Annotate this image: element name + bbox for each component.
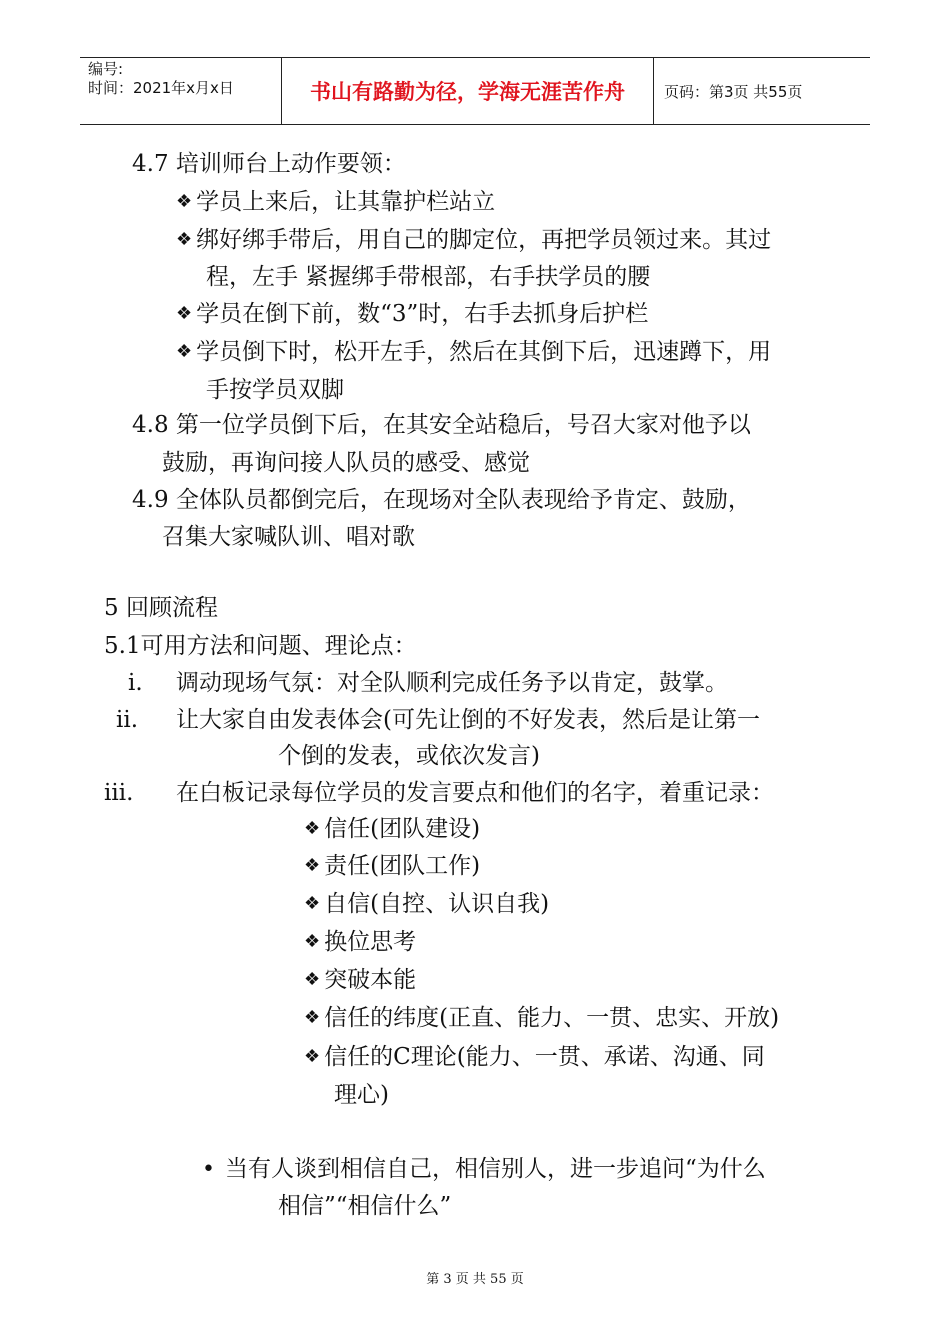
list-item: ❖ 信任(团队建设) [304,816,481,842]
header-motto: 书山有路勤为径，学海无涯苦作舟 [282,58,654,124]
section-4-9-line: 4.9 全体队员都倒完后，在现场对全队表现给予肯定、鼓励， [132,487,751,513]
diamond-bullet-icon: ❖ [304,931,321,952]
diamond-bullet-icon: ❖ [176,191,193,212]
roman-item-num: ii. [116,707,139,733]
diamond-bullet-icon: ❖ [304,818,321,839]
section-4-9-line: 召集大家喊队训、唱对歌 [162,524,415,550]
page-footer: 第 3 页 共 55 页 [426,1272,524,1287]
list-item: ❖ 换位思考 [304,929,417,955]
roman-item-continuation: 个倒的发表，或依次发言) [278,743,540,769]
list-item-continuation: 手按学员双脚 [206,377,344,403]
list-item: ❖ 绑好绑手带后，用自己的脚定位，再把学员领过来。其过 [176,227,772,253]
list-item-continuation: 程，左手 紧握绑手带根部，右手扶学员的腰 [206,264,651,290]
list-item: ❖ 突破本能 [304,967,417,993]
list-item: ❖ 信任的C理论(能力、一贯、承诺、沟通、同 [304,1044,765,1070]
diamond-bullet-icon: ❖ [176,229,193,250]
header-meta-cell [80,58,282,124]
list-item-continuation: 理心) [334,1082,389,1108]
section-4-8-line: 4.8 第一位学员倒下后，在其安全站稳后，号召大家对他予以 [132,412,751,438]
list-item-continuation: 相信”“相信什么” [278,1193,452,1219]
list-item: ❖ 责任(团队工作) [304,853,481,879]
list-item: • 当有人谈到相信自己，相信别人，进一步追问“为什么 [202,1156,766,1182]
diamond-bullet-icon: ❖ [304,969,321,990]
diamond-bullet-icon: ❖ [304,1046,321,1067]
doc-time-label: 时间：2021年x月x日 [88,79,234,97]
list-item: ❖ 学员倒下时，松开左手，然后在其倒下后，迅速蹲下，用 [176,339,772,365]
header-page-info: 页码：第3页 共55页 [664,82,803,101]
roman-item-text: 让大家自由发表体会(可先让倒的不好发表，然后是让第一 [176,707,760,733]
section-5-1-title: 5.1可用方法和问题、理论点： [104,633,417,659]
header-table [80,57,870,125]
roman-item-num: i. [128,670,143,696]
diamond-bullet-icon: ❖ [304,893,321,914]
roman-item-text: 调动现场气氛：对全队顺利完成任务予以肯定，鼓掌。 [176,670,728,696]
diamond-bullet-icon: ❖ [304,855,321,876]
section-4-7-title: 4.7 培训师台上动作要领： [132,151,406,177]
doc-number-label: 编号: [88,60,124,78]
list-item: ❖ 自信(自控、认识自我) [304,891,550,917]
diamond-bullet-icon: ❖ [304,1007,321,1028]
diamond-bullet-icon: ❖ [176,341,193,362]
diamond-bullet-icon: ❖ [176,303,193,324]
section-4-8-line: 鼓励，再询问接人队员的感受、感觉 [162,450,530,476]
section-5-title: 5 回顾流程 [104,595,218,621]
round-bullet-icon: • [202,1157,215,1182]
list-item: ❖ 学员上来后，让其靠护栏站立 [176,189,496,215]
roman-item-text: 在白板记录每位学员的发言要点和他们的名字，着重记录： [176,780,774,806]
list-item: ❖ 信任的纬度(正直、能力、一贯、忠实、开放) [304,1005,780,1031]
list-item: ❖ 学员在倒下前，数“3”时，右手去抓身后护栏 [176,301,649,327]
roman-item-num: iii. [104,780,134,806]
